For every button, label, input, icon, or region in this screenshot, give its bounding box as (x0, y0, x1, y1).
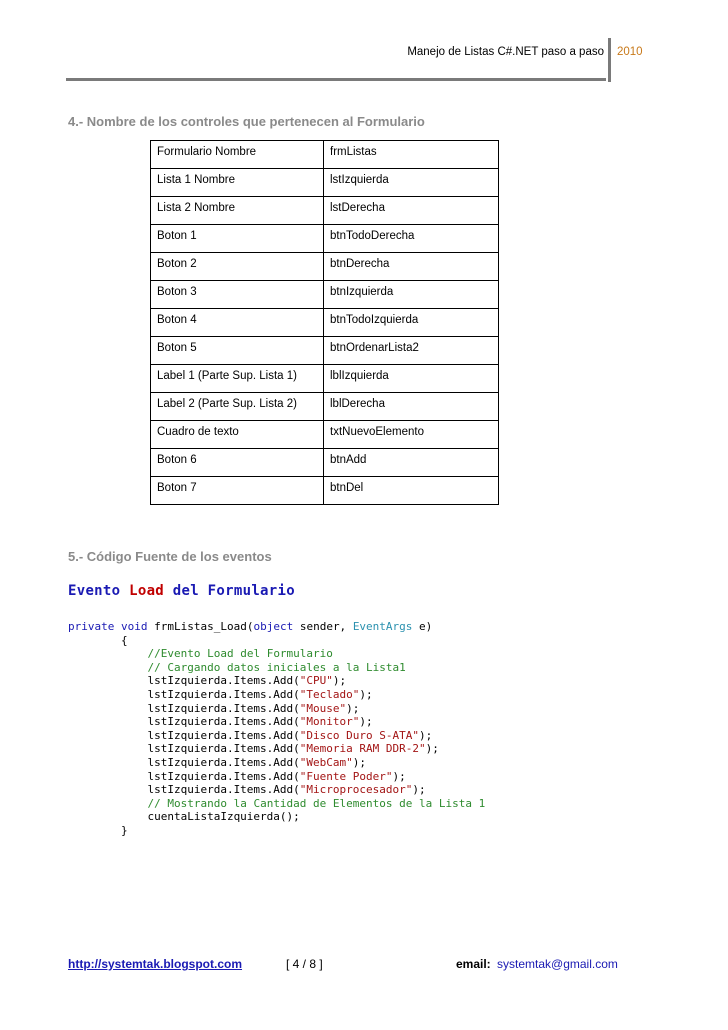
table-row (151, 365, 499, 393)
code-token: private (68, 620, 115, 633)
control-description-cell: Boton 2 (151, 253, 324, 281)
footer-email-link[interactable]: systemtak@gmail.com (497, 957, 618, 971)
code-token: // Mostrando la Cantidad de Elementos de la Lista 1 (147, 796, 486, 810)
code-token: ); (346, 701, 360, 715)
code-token: "CPU" (299, 674, 333, 688)
control-name-cell: txtNuevoElemento (324, 421, 499, 449)
code-token: lstIzquierda.Items.Add( (68, 674, 300, 688)
table-row (151, 449, 499, 477)
code-token: "Fuente Poder" (299, 769, 393, 783)
control-description-cell: Boton 6 (151, 449, 324, 477)
control-description-cell: Lista 2 Nombre (151, 197, 324, 225)
table-row (151, 477, 499, 505)
code-token: cuentaListaIzquierda(); (68, 810, 300, 824)
code-token: lstIzquierda.Items.Add( (68, 769, 300, 783)
code-token: void (120, 620, 148, 633)
footer-page-number: [ 4 / 8 ] (286, 957, 323, 971)
code-line (68, 729, 485, 743)
code-token (114, 620, 121, 633)
code-token: ); (359, 715, 373, 729)
table-row (151, 141, 499, 169)
code-token: lstIzquierda.Items.Add( (68, 701, 300, 715)
code-token: ); (392, 769, 406, 783)
code-token (68, 647, 147, 660)
control-name-cell: btnAdd (324, 449, 499, 477)
code-token: e) (412, 620, 433, 633)
code-line (68, 810, 485, 824)
code-token: ); (352, 755, 367, 769)
code-token: ); (359, 687, 373, 701)
code-line (68, 715, 485, 729)
control-name-cell: lblDerecha (324, 393, 499, 421)
code-token: { (68, 633, 128, 647)
code-line (68, 797, 485, 811)
document-header-title: Manejo de Listas C#.NET paso a paso (407, 46, 604, 58)
code-line (68, 688, 485, 702)
code-line (68, 702, 485, 716)
control-description-cell: Cuadro de texto (151, 421, 324, 449)
code-token: //Evento Load del Formulario (147, 647, 333, 661)
code-line (68, 742, 485, 756)
controls-table-body (151, 141, 499, 505)
control-name-cell: frmListas (324, 141, 499, 169)
code-line (68, 634, 485, 648)
code-line (68, 770, 485, 784)
control-description-cell: Boton 1 (151, 225, 324, 253)
control-description-cell: Label 2 (Parte Sup. Lista 2) (151, 393, 324, 421)
control-name-cell: btnDel (324, 477, 499, 505)
control-name-cell: btnDerecha (324, 253, 499, 281)
code-token: "Mouse" (299, 701, 347, 715)
code-line (68, 674, 485, 688)
section-4-title: 4.- Nombre de los controles que pertenecen al Formulario (68, 114, 425, 129)
code-token: "Memoria RAM DDR-2" (299, 742, 426, 756)
code-token: frmListas_Load( (147, 620, 254, 633)
table-row (151, 225, 499, 253)
code-token: lstIzquierda.Items.Add( (68, 715, 300, 729)
code-line (68, 647, 485, 661)
table-row (151, 281, 499, 309)
control-name-cell: btnTodoIzquierda (324, 309, 499, 337)
control-description-cell: Lista 1 Nombre (151, 169, 324, 197)
code-token: // Cargando datos iniciales a la Lista1 (147, 660, 406, 674)
code-token: ); (425, 742, 439, 756)
table-row (151, 169, 499, 197)
code-token: lstIzquierda.Items.Add( (68, 742, 300, 756)
table-row (151, 197, 499, 225)
code-line (68, 661, 485, 675)
code-token: lstIzquierda.Items.Add( (68, 783, 300, 797)
code-token: sender, (293, 620, 353, 633)
table-row (151, 421, 499, 449)
code-line (68, 756, 485, 770)
event-heading-suffix: del Formulario (164, 583, 295, 599)
code-token: "Monitor" (299, 715, 360, 729)
event-heading-prefix: Evento (68, 583, 130, 599)
code-line (68, 783, 485, 797)
control-name-cell: btnIzquierda (324, 281, 499, 309)
table-row (151, 393, 499, 421)
control-description-cell: Boton 3 (151, 281, 324, 309)
code-token: lstIzquierda.Items.Add( (68, 728, 300, 742)
code-token: "Disco Duro S-ATA" (299, 728, 420, 742)
code-token: } (68, 823, 128, 837)
code-token: "WebCam" (299, 755, 353, 769)
code-token: lstIzquierda.Items.Add( (68, 687, 300, 701)
header-divider-vertical (608, 38, 611, 82)
table-row (151, 337, 499, 365)
control-name-cell: lstDerecha (324, 197, 499, 225)
table-row (151, 309, 499, 337)
code-token (68, 661, 147, 674)
control-description-cell: Boton 5 (151, 337, 324, 365)
document-header-year: 2010 (617, 46, 643, 58)
footer-email-label: email: (456, 957, 491, 971)
code-line (68, 620, 485, 634)
code-token: ); (419, 728, 433, 742)
control-description-cell: Label 1 (Parte Sup. Lista 1) (151, 365, 324, 393)
control-name-cell: lstIzquierda (324, 169, 499, 197)
event-heading-load: Load (129, 583, 165, 599)
code-token: lstIzquierda.Items.Add( (68, 755, 300, 769)
code-token (68, 797, 147, 810)
control-description-cell: Boton 7 (151, 477, 324, 505)
code-token: ); (332, 674, 347, 688)
table-row (151, 253, 499, 281)
event-heading (68, 583, 295, 599)
code-token: EventArgs (352, 620, 413, 633)
code-line (68, 824, 485, 838)
footer-blog-link[interactable]: http://systemtak.blogspot.com (68, 957, 243, 971)
section-5-title: 5.- Código Fuente de los eventos (68, 549, 272, 564)
code-token: ); (412, 783, 426, 797)
control-description-cell: Boton 4 (151, 309, 324, 337)
control-name-cell: lblIzquierda (324, 365, 499, 393)
code-token: object (253, 620, 294, 633)
code-token: "Microprocesador" (299, 783, 413, 797)
control-name-cell: btnOrdenarLista2 (324, 337, 499, 365)
controls-table (150, 140, 499, 505)
control-name-cell: btnTodoDerecha (324, 225, 499, 253)
control-description-cell: Formulario Nombre (151, 141, 324, 169)
code-block (68, 620, 485, 838)
header-divider-horizontal (66, 78, 606, 81)
code-token: "Teclado" (299, 687, 360, 701)
